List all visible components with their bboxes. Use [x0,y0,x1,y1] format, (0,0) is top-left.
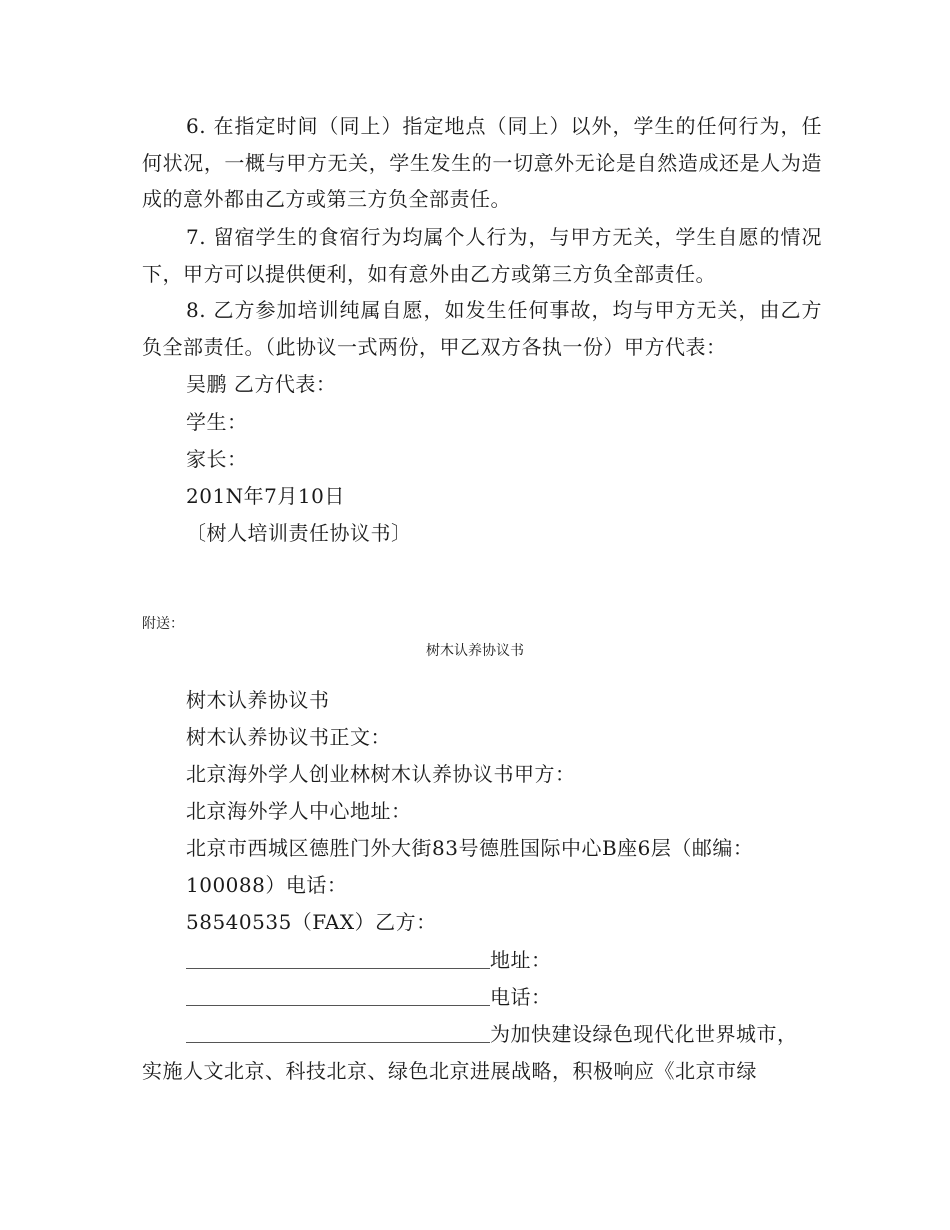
signature-line: 吴鹏 乙方代表： [186,372,337,396]
document-reference: 〔树人培训责任协议书〕 [186,521,412,545]
party-b-phone-row [186,979,826,1016]
attachment-title: 树木认养协议书 [426,643,524,659]
attachment-label: 附送： [142,616,184,632]
party-b-phone-blank[interactable] [186,985,490,1006]
clause-6: 6. 在指定时间（同上）指定地点（同上）以外，学生的任何行为，任何状况，一概与甲方无关，学生发生的一切意外无论是自然造成还是人为造成的意外都由乙方或第三方负全部责任。 [142,114,822,211]
fax-party-b: 58540535（FAX）乙方： [186,910,437,934]
agreement-body-heading: 树木认养协议书正文： [186,725,391,749]
parent-signature: 家长： [186,447,248,471]
agreement-date: 201N年7月10日 [186,484,345,508]
party-b-address-label: 地址： [490,948,552,972]
center-address: 北京市西城区德胜门外大街83号德胜国际中心B座6层（邮编： [186,836,754,860]
center-address-label: 北京海外学人中心地址： [186,799,412,823]
party-a-line: 北京海外学人创业林树木认养协议书甲方： [186,762,576,786]
party-b-address-blank[interactable] [186,948,490,969]
party-b-intro-row [186,1016,826,1053]
intro-line-1: 为加快建设绿色现代化世界城市， [490,1022,798,1046]
agreement-heading: 树木认养协议书 [186,688,330,712]
clause-8: 8. 乙方参加培训纯属自愿，如发生任何事故，均与甲方无关，由乙方负全部责任。（此协议一式两份，甲乙双方各执一份）甲方代表： [142,298,822,359]
intro-line-2: 实施人文北京、科技北京、绿色北京进展战略，积极响应《北京市绿 [142,1059,757,1083]
postcode-phone: 100088）电话： [186,873,348,897]
party-b-phone-label: 电话： [490,985,552,1009]
student-signature: 学生： [186,410,248,434]
party-b-name-blank[interactable] [186,1022,490,1043]
party-b-address-row [186,942,826,979]
clause-7: 7. 留宿学生的食宿行为均属个人行为，与甲方无关，学生自愿的情况下，甲方可以提供便利，如有意外由乙方或第三方负全部责任。 [142,225,822,286]
